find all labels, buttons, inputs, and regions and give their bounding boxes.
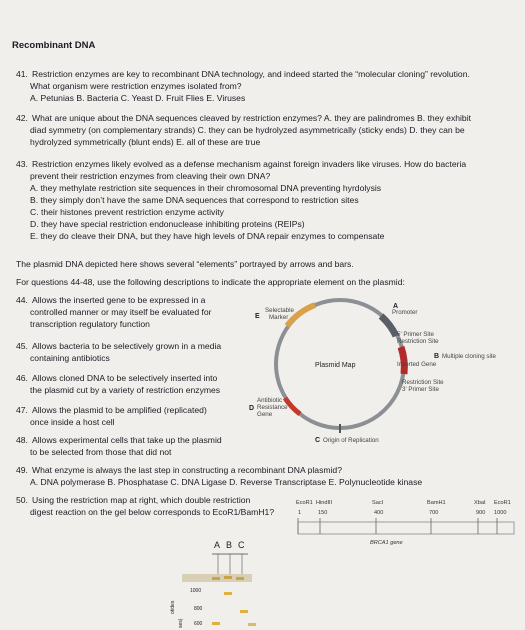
- question-text: Allows bacteria to be selectively grown in a media: [32, 341, 222, 351]
- question-text: digest reaction on the gel below corresponds to EcoR1/BamH1?: [30, 507, 275, 517]
- answer-choice-b: B. they simply don’t have the same DNA sequences that correspond to restriction sites: [30, 195, 359, 205]
- question-number: 41.: [16, 69, 28, 79]
- question-text: Restriction enzymes likely evolved as a defense mechanism against foreign invaders like viruses. How do bacteria: [32, 159, 467, 169]
- antibiotic-label-3: Gene: [257, 411, 273, 418]
- gel-band: [248, 623, 256, 626]
- question-number: 44.: [16, 295, 28, 305]
- gel-band: [212, 577, 220, 580]
- question-49: [16, 464, 422, 488]
- enzyme-label: EcoR1: [296, 500, 313, 506]
- question-text: controlled manner or may itself be evaluated for: [30, 307, 212, 317]
- gel-electrophoresis-image: [168, 538, 278, 630]
- enzyme-label: SacI: [372, 500, 384, 506]
- question-number: 48.: [16, 435, 28, 445]
- selectable-marker-label-1: Selectable: [265, 307, 294, 314]
- antibiotic-label-2: Resistance: [257, 404, 288, 411]
- multiple-cloning-site-label: Multiple cloning site: [442, 353, 496, 360]
- brca1-gene-label: BRCA1 gene: [370, 540, 403, 546]
- inserted-gene-label: Inserted Gene: [397, 361, 437, 368]
- gel-axis-label: ses): [178, 618, 184, 628]
- question-41: [16, 68, 470, 104]
- plasmid-map-diagram: [245, 292, 525, 462]
- plasmid-intro: The plasmid DNA depicted here shows several “elements” portrayed by arrows and bars.: [16, 259, 354, 269]
- question-text: Allows the plasmid to be amplified (replicated): [32, 405, 207, 415]
- gel-band: [212, 622, 220, 625]
- question-43: [16, 158, 466, 242]
- question-text: What enzyme is always the last step in constructing a recombinant DNA plasmid?: [32, 465, 342, 475]
- primer-site-top-label: 5' Primer Site: [397, 331, 434, 338]
- label-d: D: [249, 405, 255, 412]
- answer-choice-e: E. they do cleave their DNA, but they have high levels of DNA repair enzymes to compensate: [30, 231, 385, 241]
- position-label: 1: [298, 510, 302, 516]
- answer-choices: A. Petunias B. Bacteria C. Yeast D. Fruit Flies E. Viruses: [30, 93, 246, 103]
- question-text: Allows experimental cells that take up the plasmid: [32, 435, 222, 445]
- question-number: 46.: [16, 373, 28, 383]
- question-text: What organism were restriction enzymes isolated from?: [30, 81, 242, 91]
- label-e: E: [255, 313, 260, 320]
- promoter-element: [381, 316, 396, 336]
- questions-44-48-instructions: For questions 44-48, use the following descriptions to indicate the appropriate element on the plasmid:: [16, 277, 405, 287]
- question-45: [16, 340, 221, 364]
- origin-label: Origin of Replication: [323, 437, 379, 444]
- question-text: prevent their restriction enzymes from cleaving their own DNA?: [30, 171, 271, 181]
- selectable-marker-label-2: Marker: [269, 314, 289, 321]
- question-number: 50.: [16, 495, 28, 505]
- question-text: Allows the inserted gene to be expressed in a: [32, 295, 206, 305]
- gel-axis-label: otides: [170, 600, 176, 614]
- gel-band: [236, 577, 244, 580]
- position-label: 400: [374, 510, 384, 516]
- primer-site-bottom-label: 3' Primer Site: [402, 386, 439, 393]
- antibiotic-label-1: Antibiotic: [257, 397, 283, 404]
- gel-band: [224, 592, 232, 595]
- marker-label-600: 600: [194, 621, 203, 627]
- position-label: 700: [429, 510, 439, 516]
- question-48: [16, 434, 222, 458]
- lane-label-c: C: [238, 540, 245, 550]
- gel-band: [240, 610, 248, 613]
- label-b: B: [434, 353, 440, 360]
- lane-label-a: A: [214, 540, 221, 550]
- question-42: [16, 112, 471, 148]
- answer-choices: A. DNA polymerase B. Phosphatase C. DNA Ligase D. Reverse Transcriptase E. Polynucleotide kinase: [30, 477, 423, 487]
- enzyme-label: BamH1: [427, 500, 446, 506]
- question-46: [16, 372, 220, 396]
- question-text: to be selected from those that did not: [30, 447, 172, 457]
- restriction-site-bottom-label: Restriction Site: [402, 379, 444, 386]
- answer-choice-a: A. they methylate restriction site sequences in their chromosomal DNA preventing hyrdolysis: [30, 183, 382, 193]
- gel-band: [224, 576, 232, 579]
- enzyme-label: XbaI: [474, 500, 486, 506]
- question-text: once inside a host cell: [30, 417, 115, 427]
- question-text: containing antibiotics: [30, 353, 110, 363]
- question-text: transcription regulatory function: [30, 319, 150, 329]
- position-label: 900: [476, 510, 486, 516]
- marker-label-1000: 1000: [190, 588, 202, 594]
- question-text: hydrolyzed symmetrically (blunt ends) E. all of these are true: [30, 137, 261, 147]
- restriction-map: [292, 496, 522, 556]
- label-a: A: [393, 303, 399, 310]
- dna-backbone: [298, 522, 514, 534]
- question-47: [16, 404, 207, 428]
- answer-choice-c: C. their histones prevent restriction enzyme activity: [30, 207, 224, 217]
- question-text: Allows cloned DNA to be selectively inserted into: [32, 373, 218, 383]
- answer-choice-d: D. they have special restriction endonuclease inhibiting proteins (REIPs): [30, 219, 305, 229]
- position-label: 150: [318, 510, 328, 516]
- page-title: Recombinant DNA: [12, 40, 96, 51]
- question-number: 43.: [16, 159, 28, 169]
- lane-label-b: B: [226, 540, 233, 550]
- question-text: diad symmetry (on complementary strands) C. they can be hydrolyzed asymmetrically (sticky ends) D. they can be: [30, 125, 465, 135]
- question-50: [16, 494, 274, 518]
- label-c: C: [315, 437, 321, 444]
- restriction-site-top-label: Restriction Site: [397, 338, 439, 345]
- enzyme-label: HindIII: [316, 500, 333, 506]
- question-text: What are unique about the DNA sequences cleaved by restriction enzymes? A. they are palindromes B. they exhibit: [32, 113, 472, 123]
- question-number: 49.: [16, 465, 28, 475]
- question-number: 45.: [16, 341, 28, 351]
- question-text: Restriction enzymes are key to recombinant DNA technology, and indeed started the “molecular cloning” revolution.: [32, 69, 470, 79]
- question-number: 47.: [16, 405, 28, 415]
- plasmid-center-label: Plasmid Map: [315, 362, 356, 369]
- promoter-label: Promoter: [392, 309, 418, 316]
- enzyme-label: EcoR1: [494, 500, 511, 506]
- position-label: 1000: [494, 510, 507, 516]
- question-number: 42.: [16, 113, 28, 123]
- marker-label-800: 800: [194, 606, 203, 612]
- question-text: Using the restriction map at right, which double restriction: [32, 495, 251, 505]
- question-44: [16, 294, 212, 330]
- question-text: the plasmid cut by a variety of restriction enzymes: [30, 385, 221, 395]
